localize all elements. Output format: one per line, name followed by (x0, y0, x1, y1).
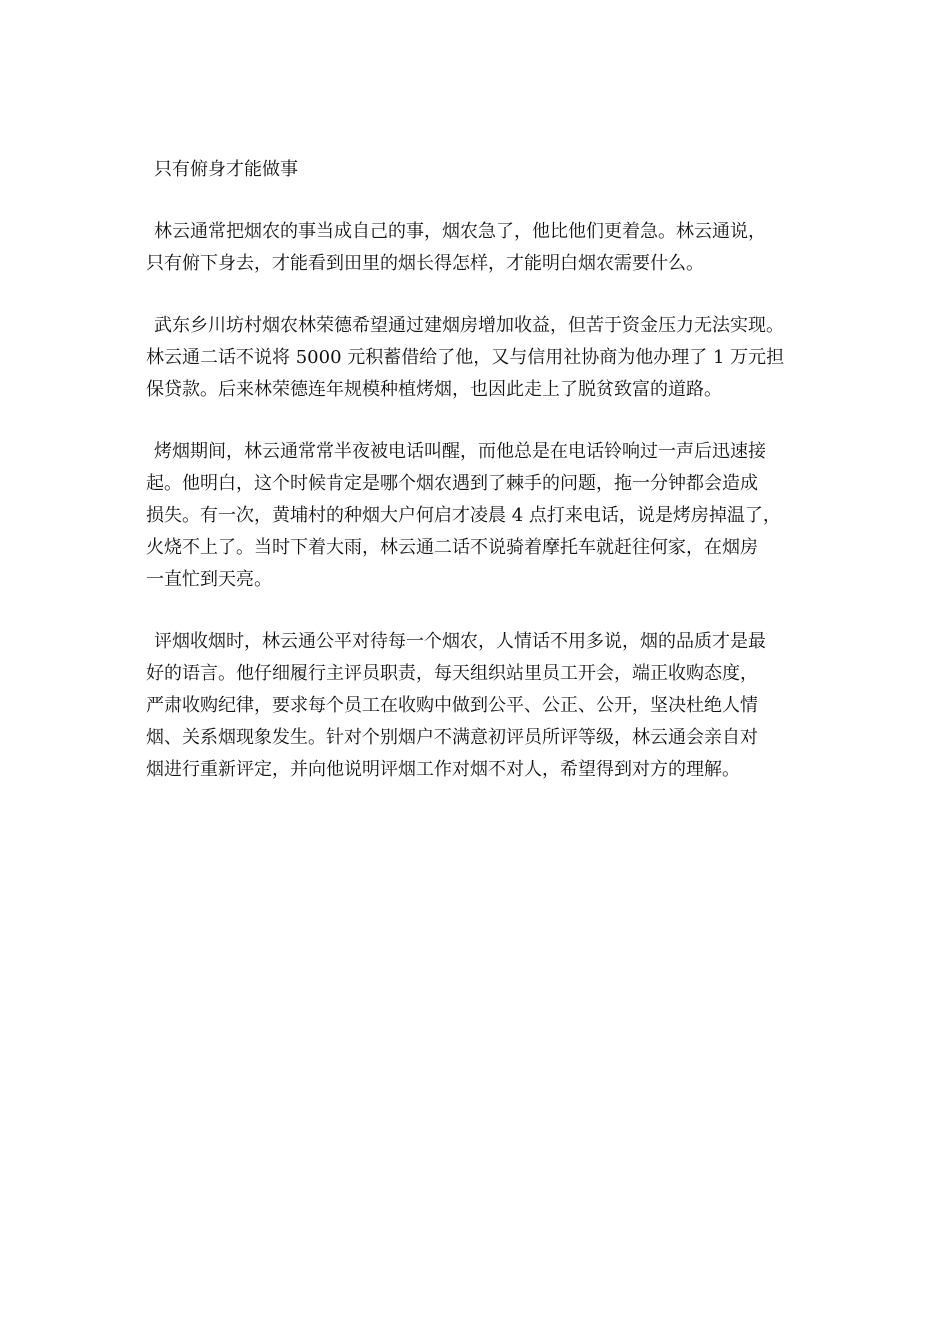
section-heading: 只有俯身才能做事 (154, 159, 298, 180)
paragraph-line: 林云通二话不说将 5000 元积蓄借给了他，又与信用社协商为他办理了 1 万元担 (146, 347, 785, 368)
paragraph-line: 烟、关系烟现象发生。针对个别烟户不满意初评员所评等级，林云通会亲自对 (146, 727, 758, 748)
article-body (146, 154, 826, 816)
paragraph-line: 严肃收购纪律，要求每个员工在收购中做到公平、公正、公开，坚决杜绝人情 (146, 695, 758, 716)
paragraph-line: 保贷款。后来林荣德连年规模种植烤烟，也因此走上了脱贫致富的道路。 (146, 379, 722, 400)
paragraph-line: 损失。有一次，黄埔村的种烟大户何启才凌晨 4 点打来电话，说是烤房掉温了， (146, 505, 781, 526)
paragraph-line: 烟进行重新评定，并向他说明评烟工作对烟不对人，希望得到对方的理解。 (146, 759, 740, 780)
paragraph-2 (146, 310, 826, 406)
paragraph-line: 一直忙到天亮。 (146, 569, 272, 590)
paragraph-4 (146, 626, 826, 786)
paragraph-line: 火烧不上了。当时下着大雨，林云通二话不说骑着摩托车就赶往何家，在烟房 (146, 537, 758, 558)
paragraph-line: 烤烟期间，林云通常常半夜被电话叫醒，而他总是在电话铃响过一声后迅速接 (154, 441, 766, 462)
paragraph-3 (146, 436, 826, 596)
paragraph-1 (146, 216, 826, 280)
paragraph-line: 只有俯下身去，才能看到田里的烟长得怎样，才能明白烟农需要什么。 (146, 253, 704, 274)
paragraph-line: 林云通常把烟农的事当成自己的事，烟农急了，他比他们更着急。林云通说， (154, 221, 766, 242)
paragraph-line: 评烟收烟时，林云通公平对待每一个烟农，人情话不用多说，烟的品质才是最 (154, 631, 766, 652)
paragraph-line: 武东乡川坊村烟农林荣德希望通过建烟房增加收益，但苦于资金压力无法实现。 (154, 315, 784, 336)
paragraph-line: 好的语言。他仔细履行主评员职责，每天组织站里员工开会，端正收购态度， (146, 663, 758, 684)
paragraph-line: 起。他明白，这个时候肯定是哪个烟农遇到了棘手的问题，拖一分钟都会造成 (146, 473, 758, 494)
